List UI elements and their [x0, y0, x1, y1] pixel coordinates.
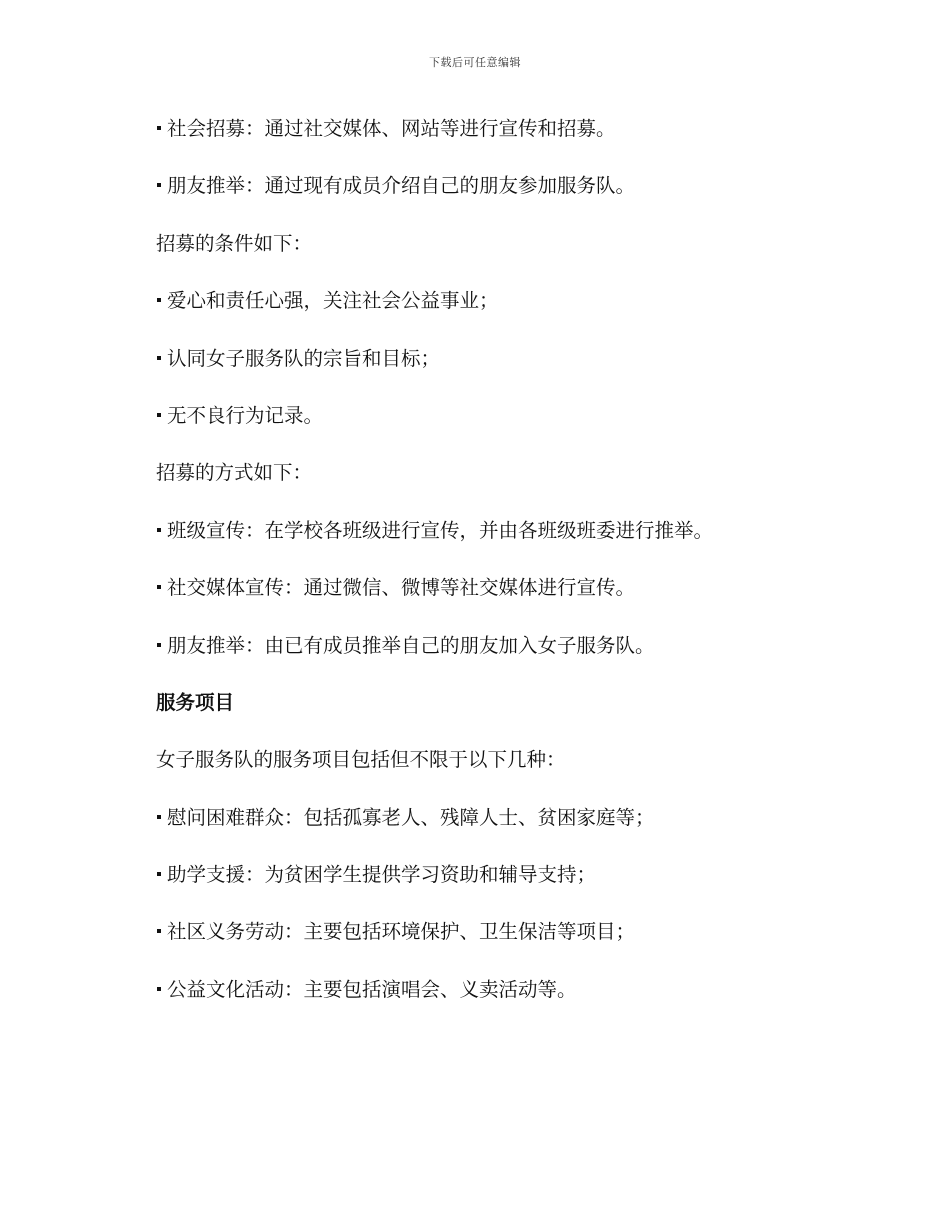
bullet-item — [156, 168, 816, 225]
bullet-text: 朋友推举：由已有成员推举自己的朋友加入女子服务队。 — [167, 633, 655, 657]
bullet-icon — [157, 643, 161, 647]
bullet-text: 公益文化活动：主要包括演唱会、义卖活动等。 — [167, 977, 577, 1001]
bullet-item — [156, 972, 816, 1029]
bullet-item — [156, 398, 816, 455]
bullet-icon — [157, 356, 161, 360]
header-note: 下载后可任意编辑 — [429, 56, 521, 69]
bullet-icon — [157, 815, 161, 819]
bullet-icon — [157, 585, 161, 589]
bullet-text: 班级宣传：在学校各班级进行宣传，并由各班级班委进行推举。 — [167, 518, 714, 542]
bullet-icon — [157, 298, 161, 302]
bullet-icon — [157, 872, 161, 876]
bullet-item — [156, 914, 816, 971]
bullet-icon — [157, 528, 161, 532]
bullet-item — [156, 857, 816, 914]
bullet-item — [156, 628, 816, 685]
bullet-text: 无不良行为记录。 — [167, 403, 324, 427]
bullet-text: 慰问困难群众：包括孤寡老人、残障人士、贫困家庭等； — [167, 805, 655, 829]
paragraph: 招募的条件如下： — [156, 231, 313, 255]
bullet-icon — [157, 413, 161, 417]
bullet-text: 朋友推举：通过现有成员介绍自己的朋友参加服务队。 — [167, 174, 636, 198]
bullet-item — [156, 800, 816, 857]
bullet-icon — [157, 126, 161, 130]
paragraph: 女子服务队的服务项目包括但不限于以下几种： — [156, 748, 566, 772]
bullet-item — [156, 283, 816, 340]
bullet-text: 社会招募：通过社交媒体、网站等进行宣传和招募。 — [167, 117, 616, 140]
bullet-icon — [157, 987, 161, 991]
section-heading: 服务项目 — [156, 690, 235, 714]
bullet-text: 爱心和责任心强，关注社会公益事业； — [167, 289, 499, 313]
bullet-text: 助学支援：为贫困学生提供学习资助和辅导支持； — [167, 863, 597, 887]
bullet-item — [156, 341, 816, 398]
bullet-text: 社区义务劳动：主要包括环境保护、卫生保洁等项目； — [167, 920, 636, 944]
bullet-text: 社交媒体宣传：通过微信、微博等社交媒体进行宣传。 — [167, 576, 636, 600]
bullet-item — [156, 570, 816, 627]
bullet-item — [156, 111, 816, 168]
bullet-text: 认同女子服务队的宗旨和目标； — [167, 346, 441, 370]
bullet-item — [156, 513, 816, 570]
bullet-icon — [157, 183, 161, 187]
bullet-icon — [157, 929, 161, 933]
document-body — [156, 111, 816, 1029]
paragraph: 招募的方式如下： — [156, 461, 313, 485]
